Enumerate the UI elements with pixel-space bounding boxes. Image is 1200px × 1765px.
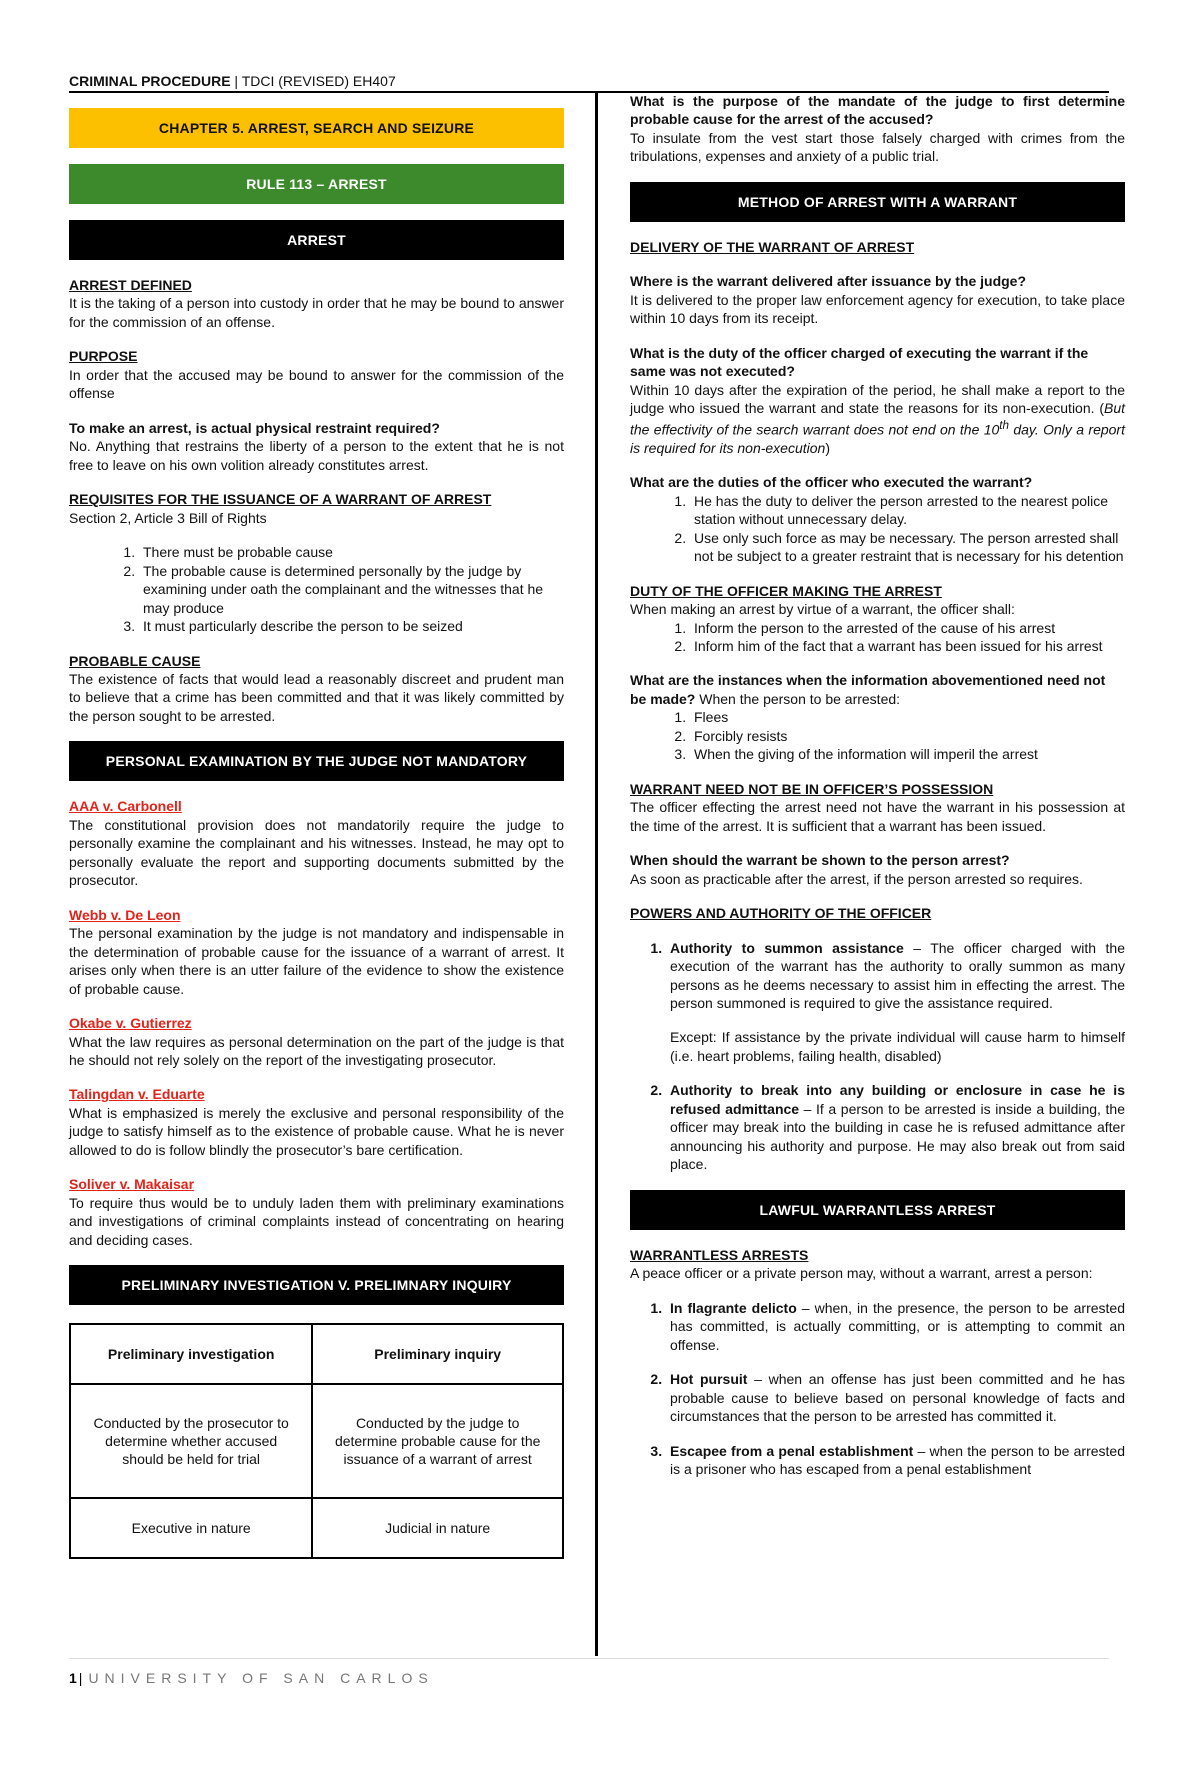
list-item: 2. Forcibly resists bbox=[690, 727, 1125, 745]
right-column bbox=[630, 92, 1125, 1478]
table-cell: Executive in nature bbox=[70, 1498, 312, 1558]
table-cell: Judicial in nature bbox=[312, 1498, 563, 1558]
list-item: 3. When the giving of the information will imperil the arrest bbox=[690, 745, 1125, 763]
probable-cause-section bbox=[69, 652, 564, 726]
answer-italic: But the effectivity of the search warrant does not end on the 10 bbox=[630, 400, 1125, 438]
question: What is the purpose of the mandate of the judge to first determine probable cause for the arrest of the accused? bbox=[630, 93, 1125, 128]
possession-section bbox=[630, 780, 1125, 835]
header-separator: | bbox=[234, 73, 239, 89]
case-name: AAA v. Carbonell bbox=[69, 798, 182, 815]
section-text: It is the taking of a person into custody in order that he may be bound to answer for the commission of an offense. bbox=[69, 295, 564, 330]
case-text: What the law requires as personal determination on the part of the judge is that he should not rely solely on the report of the investigating prosecutor. bbox=[69, 1033, 564, 1068]
item-title: Authority to summon assistance bbox=[670, 939, 904, 956]
answer: No. Anything that restrains the liberty of a person to the extent that he is not free to leave on his own volition already constitutes arrest. bbox=[69, 438, 564, 473]
section-heading: POWERS AND AUTHORITY OF THE OFFICER bbox=[630, 905, 932, 922]
page-number: 1 bbox=[69, 1670, 77, 1686]
section-text: A peace officer or a private person may, without a warrant, arrest a person: bbox=[630, 1265, 1093, 1282]
section-heading: WARRANTLESS ARRESTS bbox=[630, 1246, 809, 1263]
item-text: – when an offense has just been committed and he has probable cause to believe based on personal knowledge of facts and circumstances that the person to be arrested has committed it. bbox=[670, 1371, 1125, 1425]
list-item: 3. It must particularly describe the person to be seized bbox=[139, 617, 564, 635]
answer-italic: day. Only a report is required for its non-execution bbox=[630, 421, 1125, 456]
answer: It is delivered to the proper law enforcement agency for execution, to take place within 10 days from its receipt. bbox=[630, 291, 1125, 327]
section-heading: PURPOSE bbox=[69, 348, 138, 365]
section-heading: PROBABLE CAUSE bbox=[69, 652, 201, 669]
delivered-qa bbox=[630, 272, 1125, 327]
list-item: 1. Inform the person to the arrested of the cause of his arrest bbox=[690, 619, 1125, 637]
lawful-bar: LAWFUL WARRANTLESS ARREST bbox=[630, 1190, 1125, 1230]
list-item: 2. Inform him of the fact that a warrant has been issued for his arrest bbox=[690, 637, 1125, 655]
powers-list bbox=[630, 939, 1125, 1174]
method-bar: METHOD OF ARREST WITH A WARRANT bbox=[630, 182, 1125, 222]
requisites-section bbox=[69, 490, 564, 635]
page-footer bbox=[69, 1658, 1109, 1687]
requisites-list bbox=[69, 543, 564, 635]
item-title: Escapee from a penal establishment bbox=[670, 1442, 914, 1459]
footer-university: UNIVERSITY OF SAN CARLOS bbox=[88, 1670, 434, 1686]
table-header-cell: Preliminary investigation bbox=[70, 1324, 312, 1384]
header-subject: CRIMINAL PROCEDURE bbox=[69, 73, 231, 89]
item-text: – The officer charged with the execution of the warrant has the authority to orally summon as many persons as he deems necessary to assist him in effecting the arrest. The person summoned is required to give the assistance required. bbox=[670, 939, 1125, 1011]
arrest-defined-section bbox=[69, 276, 564, 331]
section-text: The officer effecting the arrest need not have the warrant in his possession at the time of the arrest. It is sufficient that a warrant has been issued. bbox=[630, 799, 1125, 834]
list-item bbox=[666, 1370, 1125, 1425]
list-item: 1. There must be probable cause bbox=[139, 543, 564, 561]
item-title: Hot pursuit bbox=[670, 1371, 748, 1388]
question: What is the duty of the officer charged of executing the warrant if the same was not executed? bbox=[630, 344, 1089, 380]
case-name: Talingdan v. Eduarte bbox=[69, 1086, 205, 1103]
case-text: The constitutional provision does not mandatorily require the judge to personally examine the complainant and his witnesses. Instead, he may opt to personally evaluate the report and supporting documents submitted by the prosecutor. bbox=[69, 816, 564, 889]
case-name: Okabe v. Gutierrez bbox=[69, 1015, 192, 1032]
warrantless-section bbox=[630, 1246, 1125, 1283]
footer-separator: | bbox=[78, 1670, 83, 1686]
personal-exam-bar: PERSONAL EXAMINATION BY THE JUDGE NOT MANDATORY bbox=[69, 741, 564, 781]
list-item bbox=[666, 939, 1125, 1066]
table-header-cell: Preliminary inquiry bbox=[312, 1324, 563, 1384]
table-row bbox=[70, 1498, 563, 1558]
question: When should the warrant be shown to the person arrest? bbox=[630, 852, 1010, 869]
table-cell: Conducted by the judge to determine probable cause for the issuance of a warrant of arrest bbox=[312, 1384, 563, 1498]
header-course: TDCI (REVISED) EH407 bbox=[241, 73, 396, 89]
case-text: To require thus would be to unduly laden them with preliminary examinations and investigations of criminal complaints instead of concentrating on hearing and deciding cases. bbox=[69, 1194, 564, 1248]
answer: As soon as practicable after the arrest, if the person arrested so requires. bbox=[630, 870, 1083, 887]
item-text: – If a person to be arrested is inside a building, the officer may break into the building in case he is refused admittance after announcing his authority and purpose. He may also break out from said place. bbox=[670, 1100, 1126, 1173]
chapter-bar: CHAPTER 5. ARREST, SEARCH AND SEIZURE bbox=[69, 108, 564, 148]
prelim-bar: PRELIMINARY INVESTIGATION V. PRELIMNARY INQUIRY bbox=[69, 1265, 564, 1305]
arrest-bar: ARREST bbox=[69, 220, 564, 260]
question: What are the instances when the information abovementioned need not be made? bbox=[630, 672, 1106, 707]
case-name: Soliver v. Makaisar bbox=[69, 1176, 195, 1193]
left-column bbox=[69, 108, 564, 1559]
section-heading: DELIVERY OF THE WARRANT OF ARREST bbox=[630, 238, 915, 255]
section-text: When making an arrest by virtue of a warrant, the officer shall: bbox=[630, 601, 1015, 618]
delivery-heading-block bbox=[630, 238, 1125, 256]
section-heading: REQUISITES FOR THE ISSUANCE OF A WARRANT OF ARREST bbox=[69, 491, 492, 508]
instances-list bbox=[630, 708, 1125, 763]
duties-list bbox=[630, 492, 1125, 566]
case-entry bbox=[69, 1085, 564, 1159]
duties-qa bbox=[630, 473, 1125, 565]
making-list bbox=[630, 619, 1125, 656]
list-item: 1. He has the duty to deliver the person arrested to the nearest police station without unnecessary delay. bbox=[690, 492, 1125, 529]
section-heading: DUTY OF THE OFFICER MAKING THE ARREST bbox=[630, 582, 942, 599]
list-item: 2. Use only such force as may be necessary. The person arrested shall not be subject to a greater restraint that is necessary for his detention bbox=[690, 529, 1125, 566]
case-text: The personal examination by the judge is not mandatory and indispensable in the determination of probable cause for the issuance of a warrant of arrest. It arises only when there is an utter failure of the evidence to show the existence of probable cause. bbox=[69, 925, 564, 997]
answer bbox=[630, 381, 1125, 458]
section-text: The existence of facts that would lead a reasonably discreet and prudent man to believe that a crime has been committed and that it was likely committed by the person sought to be arrested. bbox=[69, 670, 564, 724]
rule-bar: RULE 113 – ARREST bbox=[69, 164, 564, 204]
case-entry bbox=[69, 906, 564, 998]
case-name: Webb v. De Leon bbox=[69, 906, 181, 923]
requisites-source: Section 2, Article 3 Bill of Rights bbox=[69, 509, 267, 526]
item-text: – when, in the presence, the person to be arrested has committed, is actually committing, or is attempting to commit an offense. bbox=[670, 1299, 1125, 1353]
section-heading: WARRANT NEED NOT BE IN OFFICER’S POSSESSION bbox=[630, 780, 994, 797]
table-row bbox=[70, 1384, 563, 1498]
answer-sup: th bbox=[999, 418, 1010, 432]
page-header bbox=[69, 72, 396, 90]
question-line bbox=[630, 671, 1125, 708]
purpose-section bbox=[69, 347, 564, 402]
item-text: – when the person to be arrested is a prisoner who has escaped from a penal establishment bbox=[670, 1442, 1125, 1477]
powers-heading-block bbox=[630, 904, 1125, 922]
restraint-qa bbox=[69, 419, 564, 474]
section-text: In order that the accused may be bound to answer for the commission of the offense bbox=[69, 366, 564, 402]
shown-qa bbox=[630, 851, 1125, 888]
case-entry bbox=[69, 797, 564, 889]
question: To make an arrest, is actual physical restraint required? bbox=[69, 419, 440, 436]
question: What are the duties of the officer who executed the warrant? bbox=[630, 474, 1033, 491]
list-item: 1. Flees bbox=[690, 708, 1125, 726]
section-heading: ARREST DEFINED bbox=[69, 277, 192, 293]
comparison-table bbox=[69, 1323, 564, 1559]
item-title: In flagrante delicto bbox=[670, 1299, 797, 1316]
item-extra: Except: If assistance by the private individual will cause harm to himself (i.e. heart problems, failing health, disabled) bbox=[670, 1029, 1125, 1064]
case-entry bbox=[69, 1175, 564, 1249]
list-item: 2. The probable cause is determined personally by the judge by examining under oath the complainant and the witnesses that he may produce bbox=[139, 562, 564, 617]
making-arrest-section bbox=[630, 582, 1125, 656]
warrantless-list bbox=[630, 1299, 1125, 1479]
column-divider bbox=[595, 91, 598, 1656]
answer-text: ) bbox=[825, 439, 830, 456]
list-item bbox=[666, 1081, 1125, 1173]
answer: To insulate from the vest start those falsely charged with crimes from the tribulations, expenses and anxiety of a public trial. bbox=[630, 129, 1125, 165]
case-text: What is emphasized is merely the exclusive and personal responsibility of the judge to satisfy himself as to the existence of probable cause. What he is never allowed to do is follow blindly the prosecutor’s bare certification. bbox=[69, 1104, 564, 1158]
table-header-row bbox=[70, 1324, 563, 1384]
question: Where is the warrant delivered after issuance by the judge? bbox=[630, 273, 1027, 290]
duty-qa bbox=[630, 344, 1125, 457]
mandate-qa bbox=[630, 92, 1125, 166]
item-title: Authority to break into any building or enclosure in case he is refused admittance bbox=[670, 1082, 1125, 1117]
instances-qa bbox=[630, 671, 1125, 763]
table-cell: Conducted by the prosecutor to determine whether accused should be held for trial bbox=[70, 1384, 312, 1498]
list-item bbox=[666, 1299, 1125, 1354]
list-item bbox=[666, 1442, 1125, 1479]
question-continuation: When the person to be arrested: bbox=[695, 690, 901, 707]
case-entry bbox=[69, 1014, 564, 1069]
answer-text: Within 10 days after the expiration of the period, he shall make a report to the judge who issued the warrant and state the reasons for its non-execution. ( bbox=[630, 381, 1125, 417]
